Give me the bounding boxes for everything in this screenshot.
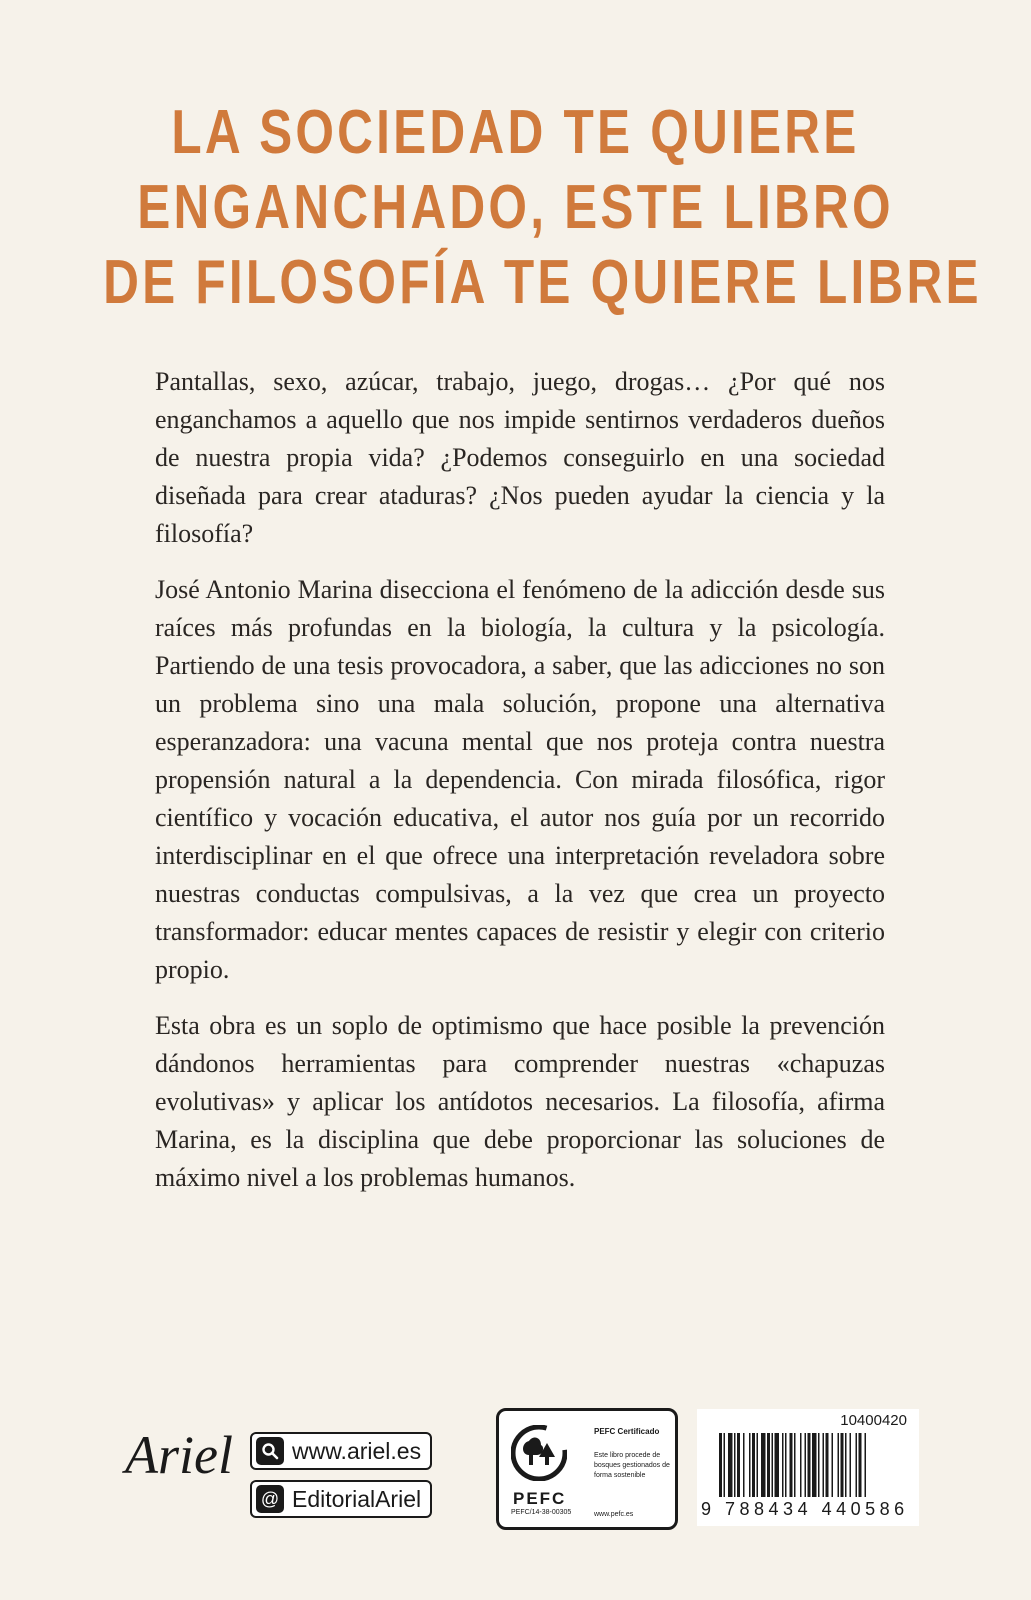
barcode-bar — [823, 1433, 825, 1497]
at-icon: @ — [256, 1485, 284, 1513]
barcode-bar — [767, 1433, 770, 1497]
barcode-bar — [859, 1433, 862, 1497]
barcode-bar — [772, 1433, 774, 1497]
barcode-bar — [826, 1433, 829, 1497]
pefc-certified-label: PEFC Certificado — [594, 1427, 660, 1436]
headline-line-2: ENGANCHADO, ESTE LIBRO — [137, 173, 894, 242]
pefc-description: Este libro procede de bosques gestionados de forma sostenible — [594, 1452, 670, 1479]
isbn-barcode — [697, 1409, 919, 1526]
barcode-reference: 10400420 — [840, 1412, 907, 1429]
pefc-code: PEFC/14-38-00305 — [511, 1509, 572, 1516]
barcode-bar — [728, 1433, 733, 1497]
headline — [103, 95, 982, 320]
barcode-bar — [790, 1433, 793, 1497]
headline-line-1: LA SOCIEDAD TE QUIERE — [171, 98, 860, 167]
blurb-paragraph-3: Esta obra es un soplo de optimismo que hace posible la prevención dándonos herramientas para comprender nuestras «chapuzas evolutivas» y aplicar los antídotos necesarios. La filosofía, afirma Marina, es la disciplina que debe proporcionar las soluciones de máximo nivel a los problemas humanos. — [155, 1011, 885, 1192]
barcode-bar — [812, 1433, 817, 1497]
barcode-bar — [841, 1433, 844, 1497]
ariel-logo: Ariel — [125, 1425, 233, 1485]
pefc-certification — [496, 1408, 678, 1530]
search-icon — [256, 1437, 284, 1465]
barcode-bar — [782, 1433, 784, 1497]
barcode-bar — [865, 1433, 867, 1497]
pefc-name: PEFC — [513, 1489, 567, 1508]
barcode-bar — [800, 1433, 802, 1497]
barcode-bar — [850, 1433, 852, 1497]
barcode-bar — [719, 1433, 722, 1497]
barcode-bar — [761, 1433, 766, 1497]
pefc-url: www.pefc.es — [594, 1511, 634, 1518]
barcode-bar — [794, 1433, 796, 1497]
pefc-tree-icon — [511, 1425, 567, 1481]
blurb-paragraph-1: Pantallas, sexo, azúcar, trabajo, juego, drogas… ¿Por qué nos enganchamos a aquello que nos impide sentirnos verdaderos dueños de nuestra propia vida? ¿Podemos conseguirlo en una sociedad diseñada para crear ataduras? ¿Nos pueden ayudar la ciencia y la filosofía? — [155, 367, 885, 548]
barcode-bar — [856, 1433, 858, 1497]
social-handle-badge[interactable] — [250, 1480, 432, 1518]
barcode-bar — [805, 1433, 807, 1497]
barcode-bar — [838, 1433, 840, 1497]
barcode-bar — [775, 1433, 780, 1497]
website-link[interactable]: www.ariel.es — [292, 1437, 422, 1464]
barcode-bar — [845, 1433, 847, 1497]
barcode-bar — [743, 1433, 745, 1497]
social-handle[interactable]: EditorialAriel — [292, 1485, 422, 1512]
barcode-bar — [734, 1433, 736, 1497]
barcode-bar — [752, 1433, 755, 1497]
website-badge[interactable] — [250, 1432, 432, 1470]
barcode-bar — [832, 1433, 834, 1497]
barcode-bar — [737, 1433, 740, 1497]
barcode-bar — [785, 1433, 787, 1497]
barcode-bar — [808, 1433, 811, 1497]
blurb-paragraph-2: José Antonio Marina disecciona el fenómeno de la adicción desde sus raíces más profundas en la biología, la cultura y la psicología. Partiendo de una tesis provocadora, a saber, que las adicciones no son un problema sino una mala solución, propone una alternativa esperanzadora: una vacuna mental que nos proteja contra nuestra propensión natural a la dependencia. Con mirada filosófica, rigor científico y vocación educativa, el autor nos guía por un recorrido interdisciplinar en el que ofrece una interpretación reveladora sobre nuestras conductas compulsivas, a la vez que crea un proyecto transformador: educar mentes capaces de resistir y elegir con criterio propio. — [155, 575, 885, 984]
barcode-bar — [724, 1433, 726, 1497]
barcode-bar — [749, 1433, 751, 1497]
blurb — [155, 363, 885, 1215]
barcode-bars — [719, 1433, 907, 1497]
barcode-bar — [757, 1433, 759, 1497]
barcode-bar — [818, 1433, 820, 1497]
barcode-digits: 9 788434 440586 — [701, 1499, 909, 1519]
headline-line-3: DE FILOSOFÍA TE QUIERE LIBRE — [103, 248, 982, 317]
